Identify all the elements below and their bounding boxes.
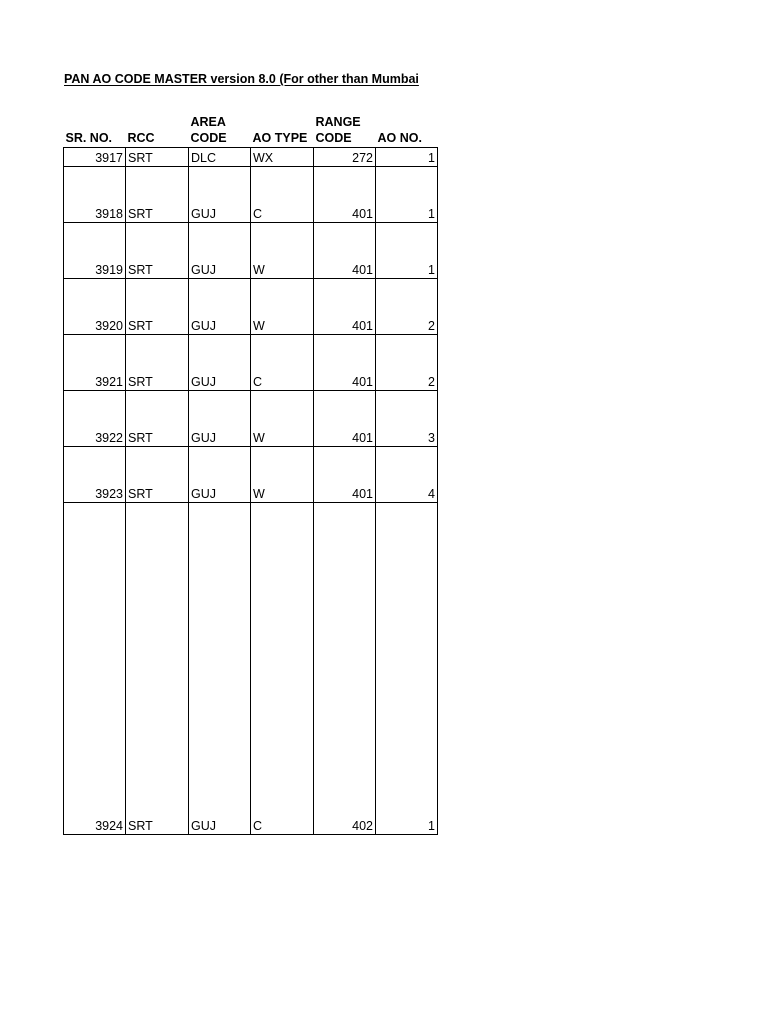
cell-ao-type: WX <box>251 148 314 167</box>
cell-rcc: SRT <box>126 391 189 447</box>
cell-range-code: 401 <box>314 447 376 503</box>
cell-area-code: GUJ <box>189 279 251 335</box>
cell-ao-type: C <box>251 335 314 391</box>
cell-range-code: 402 <box>314 503 376 835</box>
cell-range-code: 401 <box>314 167 376 223</box>
cell-area-code: GUJ <box>189 167 251 223</box>
cell-ao-type: C <box>251 167 314 223</box>
cell-ao-no: 1 <box>376 167 438 223</box>
cell-ao-type: W <box>251 223 314 279</box>
cell-area-code: GUJ <box>189 223 251 279</box>
table-row <box>64 503 438 835</box>
cell-sr-no: 3924 <box>64 503 126 835</box>
cell-area-code: GUJ <box>189 447 251 503</box>
cell-sr-no: 3919 <box>64 223 126 279</box>
table-row <box>64 167 438 223</box>
table-row <box>64 447 438 503</box>
table-row <box>64 223 438 279</box>
cell-sr-no: 3917 <box>64 148 126 167</box>
cell-ao-no: 3 <box>376 391 438 447</box>
cell-rcc: SRT <box>126 279 189 335</box>
cell-area-code: DLC <box>189 148 251 167</box>
cell-rcc: SRT <box>126 335 189 391</box>
cell-area-code: GUJ <box>189 391 251 447</box>
header-range-code: RANGE CODE <box>314 110 376 148</box>
cell-rcc: SRT <box>126 223 189 279</box>
table-header-row <box>64 110 438 148</box>
cell-rcc: SRT <box>126 503 189 835</box>
cell-sr-no: 3921 <box>64 335 126 391</box>
table-row <box>64 148 438 167</box>
cell-ao-no: 1 <box>376 223 438 279</box>
cell-ao-type: W <box>251 279 314 335</box>
table-row <box>64 391 438 447</box>
cell-ao-no: 2 <box>376 279 438 335</box>
cell-rcc: SRT <box>126 167 189 223</box>
cell-range-code: 401 <box>314 279 376 335</box>
document-title: PAN AO CODE MASTER version 8.0 (For other than Mumbai <box>64 72 419 86</box>
table-row <box>64 279 438 335</box>
header-rcc: RCC <box>126 110 189 148</box>
cell-sr-no: 3920 <box>64 279 126 335</box>
header-sr-no: SR. NO. <box>64 110 126 148</box>
cell-sr-no: 3923 <box>64 447 126 503</box>
cell-range-code: 401 <box>314 335 376 391</box>
cell-range-code: 401 <box>314 223 376 279</box>
ao-code-table <box>63 110 438 835</box>
table-row <box>64 335 438 391</box>
cell-rcc: SRT <box>126 148 189 167</box>
cell-range-code: 272 <box>314 148 376 167</box>
cell-area-code: GUJ <box>189 335 251 391</box>
cell-range-code: 401 <box>314 391 376 447</box>
cell-ao-no: 4 <box>376 447 438 503</box>
document-title-container <box>64 70 438 88</box>
cell-ao-type: C <box>251 503 314 835</box>
header-area-code: AREA CODE <box>189 110 251 148</box>
cell-ao-type: W <box>251 447 314 503</box>
cell-ao-no: 1 <box>376 503 438 835</box>
header-ao-type: AO TYPE <box>251 110 314 148</box>
cell-ao-type: W <box>251 391 314 447</box>
cell-area-code: GUJ <box>189 503 251 835</box>
cell-ao-no: 2 <box>376 335 438 391</box>
cell-sr-no: 3922 <box>64 391 126 447</box>
header-ao-no: AO NO. <box>376 110 438 148</box>
cell-rcc: SRT <box>126 447 189 503</box>
cell-sr-no: 3918 <box>64 167 126 223</box>
cell-ao-no: 1 <box>376 148 438 167</box>
